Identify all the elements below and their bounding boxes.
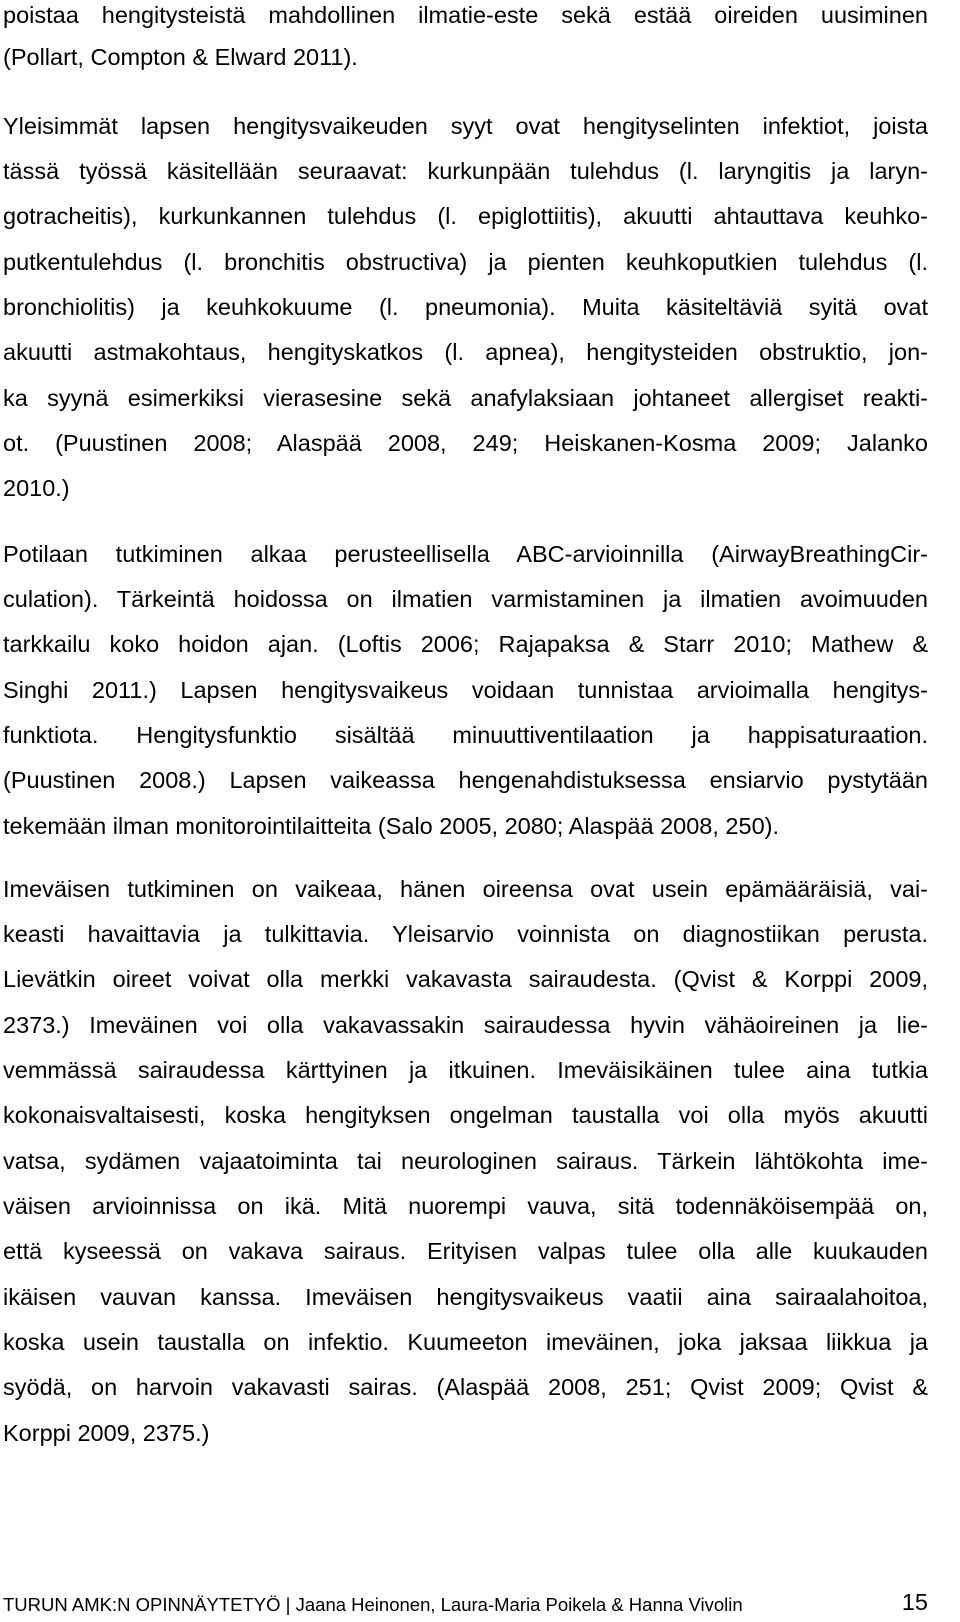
paragraph-line: (Puustinen 2008.) Lapsen vaikeassa hengenahdistuksessa ensiarvio pystytään — [3, 767, 928, 793]
paragraph-line: tarkkailu koko hoidon ajan. (Loftis 2006; Rajapaksa & Starr 2010; Mathew & — [3, 631, 928, 657]
paragraph-line: Imeväisen tutkiminen on vaikeaa, hänen oireensa ovat usein epämääräisiä, vai- — [3, 876, 928, 902]
paragraph-line: ikäisen vauvan kanssa. Imeväisen hengitysvaikeus vaatii aina sairaalahoitoa, — [3, 1284, 928, 1310]
paragraph-line: funktiota. Hengitysfunktio sisältää minuuttiventilaation ja happisaturaation. — [3, 722, 928, 748]
paragraph-line: väisen arvioinnissa on ikä. Mitä nuorempi vauva, sitä todennäköisempää on, — [3, 1193, 928, 1219]
page-number: 15 — [901, 1589, 928, 1615]
paragraph-line: tässä työssä käsitellään seuraavat: kurkunpään tulehdus (l. laryngitis ja laryn- — [3, 158, 928, 184]
paragraph-line: gotracheitis), kurkunkannen tulehdus (l. epiglottiitis), akuutti ahtauttava keuhko- — [3, 203, 928, 229]
paragraph-line: Yleisimmät lapsen hengitysvaikeuden syyt ovat hengityselinten infektiot, joista — [3, 113, 928, 139]
paragraph-line: ka syynä esimerkiksi vierasesine sekä anafylaksiaan johtaneet allergiset reakti- — [3, 385, 928, 411]
paragraph-line: vatsa, sydämen vajaatoiminta tai neurologinen sairaus. Tärkein lähtökohta ime- — [3, 1148, 928, 1174]
paragraph-line: poistaa hengitysteistä mahdollinen ilmatie-este sekä estää oireiden uusiminen — [3, 2, 928, 28]
paragraph-line: syödä, on harvoin vakavasti sairas. (Alaspää 2008, 251; Qvist 2009; Qvist & — [3, 1374, 928, 1400]
paragraph-line: kokonaisvaltaisesti, koska hengityksen ongelman taustalla voi olla myös akuutti — [3, 1102, 928, 1128]
paragraph-line: keasti havaittavia ja tulkittavia. Yleisarvio voinnista on diagnostiikan perusta. — [3, 921, 928, 947]
paragraph-line: että kyseessä on vakava sairaus. Erityisen valpas tulee olla alle kuukauden — [3, 1238, 928, 1264]
paragraph-line: Singhi 2011.) Lapsen hengitysvaikeus voidaan tunnistaa arvioimalla hengitys- — [3, 677, 928, 703]
paragraph-line: akuutti astmakohtaus, hengityskatkos (l. apnea), hengitysteiden obstruktio, jon- — [3, 339, 928, 365]
paragraph-line: ot. (Puustinen 2008; Alaspää 2008, 249; Heiskanen-Kosma 2009; Jalanko — [3, 430, 928, 456]
paragraph-line: Korppi 2009, 2375.) — [3, 1420, 210, 1446]
paragraph-line: bronchiolitis) ja keuhkokuume (l. pneumonia). Muita käsiteltäviä syitä ovat — [3, 294, 928, 320]
paragraph-line: culation). Tärkeintä hoidossa on ilmatien varmistaminen ja ilmatien avoimuuden — [3, 586, 928, 612]
paragraph-line: tekemään ilman monitorointilaitteita (Salo 2005, 2080; Alaspää 2008, 250). — [3, 813, 779, 839]
paragraph-line: Lievätkin oireet voivat olla merkki vakavasta sairaudesta. (Qvist & Korppi 2009, — [3, 966, 928, 992]
footer-text: TURUN AMK:N OPINNÄYTETYÖ | Jaana Heinonen, Laura-Maria Poikela & Hanna Vivolin — [3, 1594, 743, 1615]
paragraph-line: 2010.) — [3, 475, 70, 501]
paragraph-line: 2373.) Imeväinen voi olla vakavassakin sairaudessa hyvin vähäoireinen ja lie- — [3, 1012, 928, 1038]
paragraph-line: koska usein taustalla on infektio. Kuumeeton imeväinen, joka jaksaa liikkua ja — [3, 1329, 928, 1355]
paragraph-line: vemmässä sairaudessa kärttyinen ja itkuinen. Imeväisikäinen tulee aina tutkia — [3, 1057, 928, 1083]
paragraph-line: putkentulehdus (l. bronchitis obstructiva) ja pienten keuhkoputkien tulehdus (l. — [3, 249, 928, 275]
paragraph-line: Potilaan tutkiminen alkaa perusteellisella ABC-arvioinnilla (AirwayBreathingCir- — [3, 541, 928, 567]
paragraph-line: (Pollart, Compton & Elward 2011). — [3, 44, 358, 70]
page-footer — [0, 1585, 960, 1622]
